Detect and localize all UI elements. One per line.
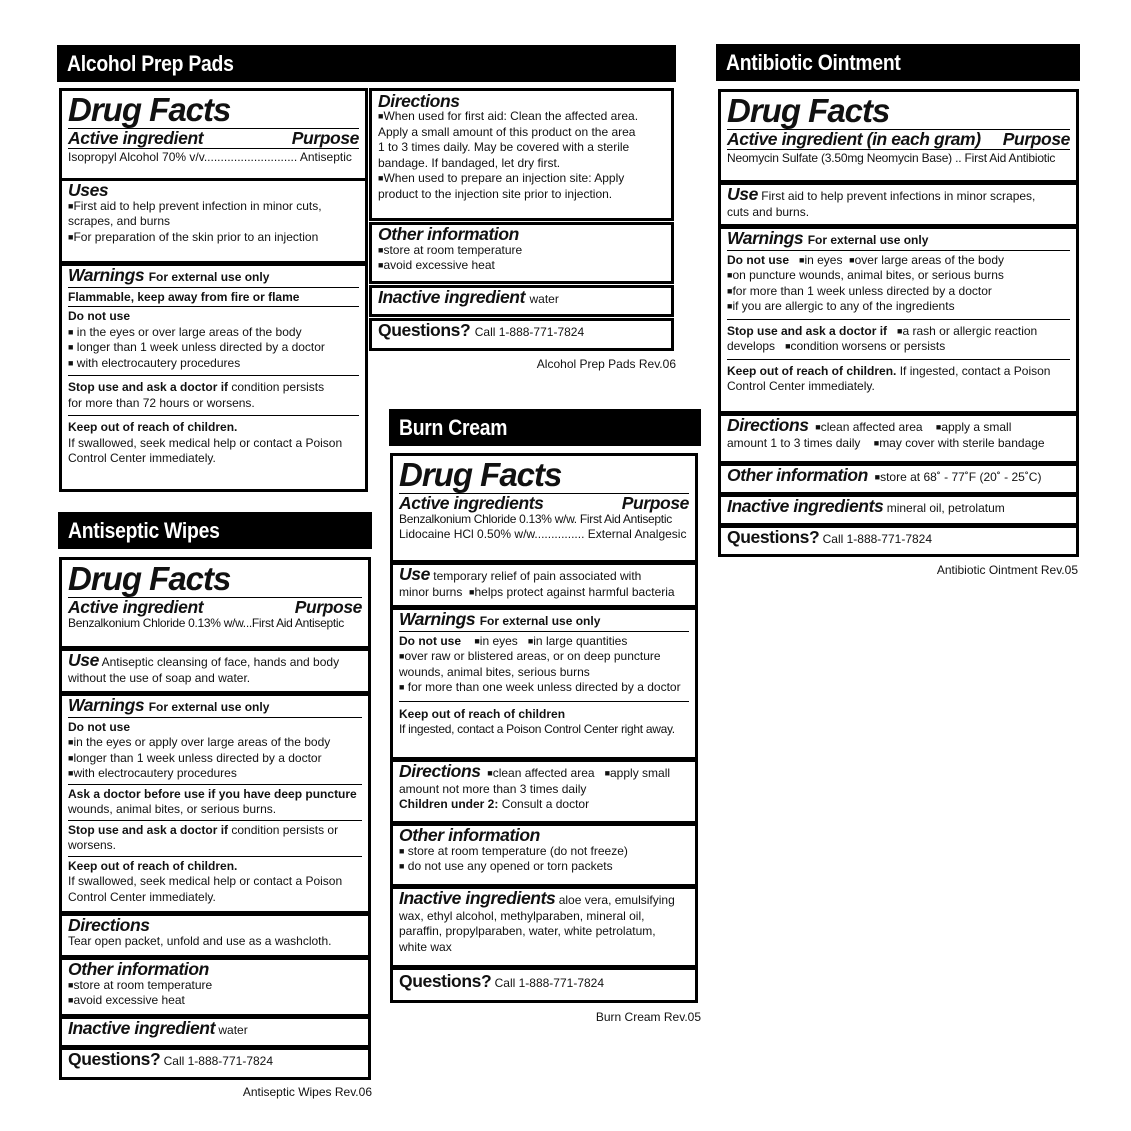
antibiotic-use-line: Use First aid to help prevent infections in minor scrapes, (727, 184, 1036, 204)
alcohol-other-info-panel (369, 222, 674, 284)
wipes-revision: Antiseptic Wipes Rev.06 (242, 1085, 372, 1099)
alcohol-warnings-panel (59, 263, 368, 492)
antibiotic-stop-use-2: develops ■condition worsens or persists (727, 339, 946, 353)
list-item: ■For preparation of the skin prior to an injection (68, 229, 319, 244)
burn-do-not-use: Do not use ■in eyes ■in large quantities (399, 633, 628, 648)
burn-directions: Directions ■clean affected area ■apply small (399, 761, 671, 781)
burn-header (389, 409, 701, 446)
list-item: ■avoid excessive heat (68, 993, 185, 1007)
alcohol-questions-panel (369, 318, 674, 351)
antibiotic-other: Other information ■store at 68˚ - 77˚F (20˚ - 25˚C) (727, 465, 1042, 485)
list-item: ■ for more than one week unless directed by a doctor (399, 680, 681, 694)
burn-directions-2: amount not more than 3 times daily (399, 781, 587, 796)
burn-use-panel (390, 562, 698, 608)
antibiotic-use-panel (718, 182, 1079, 227)
wipes-keep-out: Keep out of reach of children. (68, 858, 238, 873)
antibiotic-directions: Directions ■clean affected area ■apply a small (727, 415, 1012, 435)
burn-use-2: minor burns ■helps protect against harmful bacteria (399, 584, 675, 599)
wipes-header-label: Antiseptic Wipes (68, 517, 220, 543)
alcohol-header-label: Alcohol Prep Pads (67, 50, 234, 76)
antibiotic-inactive-panel (718, 494, 1079, 526)
burn-active-line-1: Benzalkonium Chloride 0.13% w/w. First Aid Antiseptic (399, 511, 672, 526)
antibiotic-do-not-use: Do not use ■in eyes ■over large areas of the body (727, 252, 1005, 267)
list-item: ■store at room temperature (378, 242, 523, 257)
alcohol-drug-facts-title: Drug Facts (68, 91, 231, 128)
wipes-stop-use-2: worsens. (68, 838, 117, 852)
burn-questions: Questions? Call 1-888-771-7824 (399, 971, 605, 991)
alcohol-purpose-label: Purpose (291, 128, 359, 148)
antibiotic-keep-out: Keep out of reach of children. If ingested, contact a Poison (727, 363, 1051, 378)
wipes-questions: Questions? Call 1-888-771-7824 (68, 1049, 274, 1069)
wipes-questions-panel (59, 1047, 371, 1080)
alcohol-active-panel (59, 88, 368, 181)
antibiotic-header (716, 44, 1080, 81)
alcohol-active-line: Isopropyl Alcohol 70% v/v............................ Antiseptic (68, 149, 352, 164)
alcohol-header (57, 45, 676, 82)
alcohol-keep-out-text-2: Control Center immediately. (68, 451, 216, 465)
wipes-directions-heading: Directions (68, 915, 150, 935)
alcohol-directions-panel (369, 88, 674, 221)
list-item: wounds, animal bites, serious burns (399, 664, 590, 679)
antibiotic-keep-out-2: Control Center immediately. (727, 379, 875, 393)
antibiotic-questions: Questions? Call 1-888-771-7824 (727, 527, 933, 547)
list-item: ■ store at room temperature (do not freeze) (399, 843, 628, 858)
alcohol-warnings-heading: Warnings For external use only (68, 265, 270, 285)
list-item: ■When used for first aid: Clean the affected area. (378, 109, 639, 123)
wipes-use-2: without the use of soap and water. (68, 670, 251, 685)
antibiotic-drug-facts-title: Drug Facts (727, 92, 890, 129)
burn-inactive: Inactive ingredients aloe vera, emulsifying (399, 888, 675, 908)
burn-active-panel (390, 453, 698, 563)
wipes-active-panel (59, 557, 371, 649)
list-item: ■for more than 1 week unless directed by a doctor (727, 283, 992, 298)
wipes-active-heading: Active ingredient Purpose (68, 597, 362, 617)
alcohol-flammable: Flammable, keep away from fire or flame (68, 289, 300, 304)
wipes-inactive: Inactive ingredient water (68, 1018, 248, 1038)
wipes-inactive-panel (59, 1016, 371, 1048)
wipes-use: Use Antiseptic cleansing of face, hands and body (68, 650, 340, 670)
burn-header-label: Burn Cream (399, 414, 508, 440)
list-item: Apply a small amount of this product on the area (378, 124, 636, 139)
wipes-directions-panel (59, 913, 371, 958)
alcohol-questions: Questions? Call 1-888-771-7824 (378, 320, 585, 340)
antibiotic-other-panel (718, 463, 1079, 495)
list-item: ■in the eyes or apply over large areas of the body (68, 735, 331, 749)
burn-other-heading: Other information (399, 825, 540, 845)
burn-use: Use temporary relief of pain associated with (399, 564, 642, 584)
wipes-warnings-panel (59, 693, 371, 914)
antibiotic-directions-panel (718, 413, 1079, 464)
wipes-directions-text: Tear open packet, unfold and use as a washcloth. (68, 933, 332, 948)
antibiotic-active-heading: Active ingredient (in each gram) Purpose (727, 129, 1070, 149)
alcohol-active-label: Active ingredient (68, 128, 204, 148)
burn-revision: Burn Cream Rev.05 (595, 1010, 701, 1024)
list-item: ■over raw or blistered areas, or on deep puncture (399, 649, 661, 663)
wipes-header (58, 512, 372, 549)
burn-other-panel (390, 823, 698, 887)
wipes-other-panel (59, 957, 371, 1017)
burn-inactive-panel (390, 886, 698, 968)
antibiotic-questions-panel (718, 525, 1079, 557)
wipes-active-line: Benzalkonium Chloride 0.13% w/w...First Aid Antiseptic (68, 615, 344, 630)
alcohol-active-heading (68, 128, 359, 148)
burn-active-heading: Active ingredients Purpose (399, 493, 689, 513)
antibiotic-stop-use: Stop use and ask a doctor if ■a rash or allergic reaction (727, 323, 1038, 338)
antibiotic-inactive: Inactive ingredients mineral oil, petrolatum (727, 496, 1005, 516)
antibiotic-warnings-panel (718, 226, 1079, 414)
alcohol-inactive-heading: Inactive ingredient water (378, 287, 559, 307)
antibiotic-revision: Antibiotic Ointment Rev.05 (936, 563, 1078, 577)
list-item: ■with electrocautery procedures (68, 766, 237, 780)
alcohol-do-not-use: Do not use (68, 309, 130, 323)
alcohol-revision: Alcohol Prep Pads Rev.06 (536, 357, 676, 371)
list-item: ■ do not use any opened or torn packets (399, 859, 613, 873)
list-item: ■longer than 1 week unless directed by a doctor (68, 750, 322, 765)
antibiotic-directions-2: amount 1 to 3 times daily ■may cover with sterile bandage (727, 435, 1045, 450)
list-item: ■store at room temperature (68, 977, 213, 992)
alcohol-uses-heading: Uses (68, 180, 109, 200)
wipes-other-heading: Other information (68, 959, 209, 979)
burn-inactive-3: paraffin, propylparaben, water, white petrolatum, (399, 924, 656, 938)
burn-inactive-2: wax, ethyl alcohol, methylparaben, mineral oil, (399, 908, 645, 923)
wipes-warnings-heading: Warnings For external use only (68, 695, 270, 715)
list-item: bandage. If bandaged, let dry first. (378, 155, 561, 170)
wipes-do-not-use: Do not use (68, 719, 130, 734)
list-item: 1 to 3 times daily. May be covered with a sterile (378, 140, 630, 154)
wipes-ask-doctor-2: wounds, animal bites, or serious burns. (68, 802, 277, 816)
list-item: ■on puncture wounds, animal bites, or serious burns (727, 268, 1004, 282)
list-item: product to the injection site prior to injection. (378, 186, 613, 201)
wipes-keep-out-2: If swallowed, seek medical help or contact a Poison (68, 874, 343, 888)
alcohol-inactive-panel (369, 285, 674, 317)
list-item: ■ in the eyes or over large areas of the body (68, 324, 302, 339)
wipes-stop-use: Stop use and ask a doctor if condition persists or (68, 822, 339, 837)
wipes-ask-doctor: Ask a doctor before use if you have deep puncture (68, 786, 357, 801)
wipes-keep-out-3: Control Center immediately. (68, 889, 216, 904)
list-item: ■When used to prepare an injection site: Apply (378, 171, 625, 185)
antibiotic-use-line-2: cuts and burns. (727, 204, 810, 219)
burn-active-line-2: Lidocaine HCl 0.50% w/w............... External Analgesic (399, 527, 687, 541)
list-item: scrapes, and burns (68, 214, 171, 228)
list-item: ■avoid excessive heat (378, 258, 495, 272)
alcohol-stop-use: Stop use and ask a doctor if condition persists (68, 380, 325, 394)
alcohol-uses-panel (59, 178, 368, 264)
list-item: ■ longer than 1 week unless directed by a doctor (68, 340, 325, 354)
burn-warnings-panel (390, 607, 698, 760)
antibiotic-warnings-heading: Warnings For external use only (727, 228, 929, 248)
burn-keep-out: Keep out of reach of children (399, 706, 566, 721)
burn-children: Children under 2: Consult a doctor (399, 797, 590, 811)
antibiotic-header-label: Antibiotic Ointment (726, 49, 901, 75)
wipes-use-panel (59, 648, 371, 694)
alcohol-directions-heading: Directions (378, 91, 460, 111)
alcohol-other-heading: Other information (378, 224, 519, 244)
wipes-drug-facts-title: Drug Facts (68, 560, 231, 597)
antibiotic-active-line: Neomycin Sulfate (3.50mg Neomycin Base) .. First Aid Antibiotic (727, 150, 1056, 165)
list-item: ■First aid to help prevent infection in minor cuts, (68, 198, 322, 213)
list-item: ■if you are allergic to any of the ingredients (727, 299, 955, 313)
burn-directions-panel (390, 759, 698, 824)
alcohol-keep-out-text-1: If swallowed, seek medical help or contact a Poison (68, 435, 343, 450)
list-item: ■ with electrocautery procedures (68, 355, 241, 370)
alcohol-stop-use-2: for more than 72 hours or worsens. (68, 395, 255, 410)
burn-warnings-heading: Warnings For external use only (399, 609, 601, 629)
burn-keep-out-2: If ingested, contact a Poison Control Center right away. (399, 722, 675, 736)
burn-drug-facts-title: Drug Facts (399, 456, 562, 493)
antibiotic-active-panel (718, 89, 1079, 183)
burn-inactive-4: white wax (399, 939, 452, 954)
burn-questions-panel (390, 967, 698, 1003)
alcohol-keep-out: Keep out of reach of children. (68, 420, 238, 434)
